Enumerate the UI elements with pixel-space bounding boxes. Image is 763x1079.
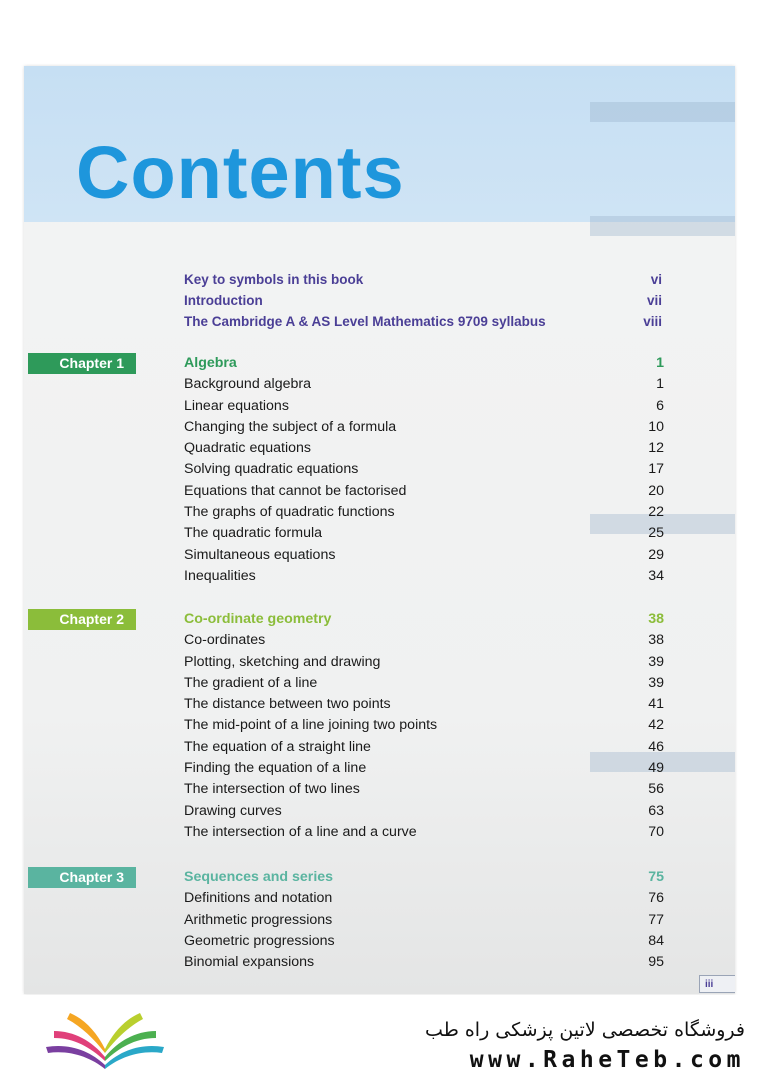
toc-entry: Drawing curves 63 bbox=[184, 802, 664, 819]
toc-entry: Definitions and notation 76 bbox=[184, 890, 664, 907]
chapter-3-tab: Chapter 3 bbox=[28, 867, 136, 888]
toc-entry: Geometric progressions 84 bbox=[184, 932, 664, 949]
open-book-logo-icon bbox=[40, 1007, 170, 1073]
chapter-1-tab: Chapter 1 bbox=[28, 353, 136, 374]
toc-entry: Plotting, sketching and drawing 39 bbox=[184, 653, 664, 670]
chapter-2-section bbox=[184, 609, 664, 843]
chapter-title: Sequences and series 75 bbox=[184, 869, 664, 885]
shop-name: فروشگاه تخصصی لاتین پزشکی راه طب bbox=[425, 1019, 745, 1041]
toc-entry: Quadratic equations 12 bbox=[184, 440, 664, 457]
chapter-2-tab: Chapter 2 bbox=[28, 609, 136, 630]
toc-entry: Background algebra 1 bbox=[184, 376, 664, 393]
chapter-title: Algebra 1 bbox=[184, 355, 664, 371]
toc-entry: Finding the equation of a line 49 bbox=[184, 760, 664, 777]
page-title: Contents bbox=[76, 131, 405, 214]
toc-entry: Arithmetic progressions 77 bbox=[184, 911, 664, 928]
book-page bbox=[24, 66, 735, 994]
toc-entry: The distance between two points 41 bbox=[184, 696, 664, 713]
front-matter-item: The Cambridge A & AS Level Mathematics 9709 syllabus viii bbox=[184, 314, 662, 329]
show-through-tab bbox=[590, 216, 735, 236]
front-matter-item: Key to symbols in this book vi bbox=[184, 272, 662, 287]
website-link[interactable]: www.RaheTeb.com bbox=[469, 1047, 745, 1073]
toc-entry: Binomial expansions 95 bbox=[184, 954, 664, 971]
toc-entry: The mid-point of a line joining two points 42 bbox=[184, 717, 664, 734]
store-footer bbox=[0, 995, 763, 1079]
toc-entry: The equation of a straight line 46 bbox=[184, 738, 664, 755]
show-through-tab bbox=[590, 102, 735, 122]
toc-entry: Changing the subject of a formula 10 bbox=[184, 418, 664, 435]
toc-entry: Simultaneous equations 29 bbox=[184, 546, 664, 563]
chapter-title: Co-ordinate geometry 38 bbox=[184, 611, 664, 627]
toc-entry: Linear equations 6 bbox=[184, 397, 664, 414]
chapter-1-section bbox=[184, 353, 664, 587]
toc-entry: Solving quadratic equations 17 bbox=[184, 461, 664, 478]
front-matter-item: Introduction vii bbox=[184, 293, 662, 308]
toc-entry: Co-ordinates 38 bbox=[184, 632, 664, 649]
toc-entry: Inequalities 34 bbox=[184, 567, 664, 584]
toc-entry: Equations that cannot be factorised 20 bbox=[184, 482, 664, 499]
toc-entry: The intersection of two lines 56 bbox=[184, 781, 664, 798]
toc-entry: The intersection of a line and a curve 70 bbox=[184, 823, 664, 840]
chapter-3-section bbox=[184, 867, 664, 973]
toc-entry: The graphs of quadratic functions 22 bbox=[184, 504, 664, 521]
page-number: iii bbox=[699, 975, 735, 993]
toc-entry: The gradient of a line 39 bbox=[184, 674, 664, 691]
toc-entry: The quadratic formula 25 bbox=[184, 525, 664, 542]
